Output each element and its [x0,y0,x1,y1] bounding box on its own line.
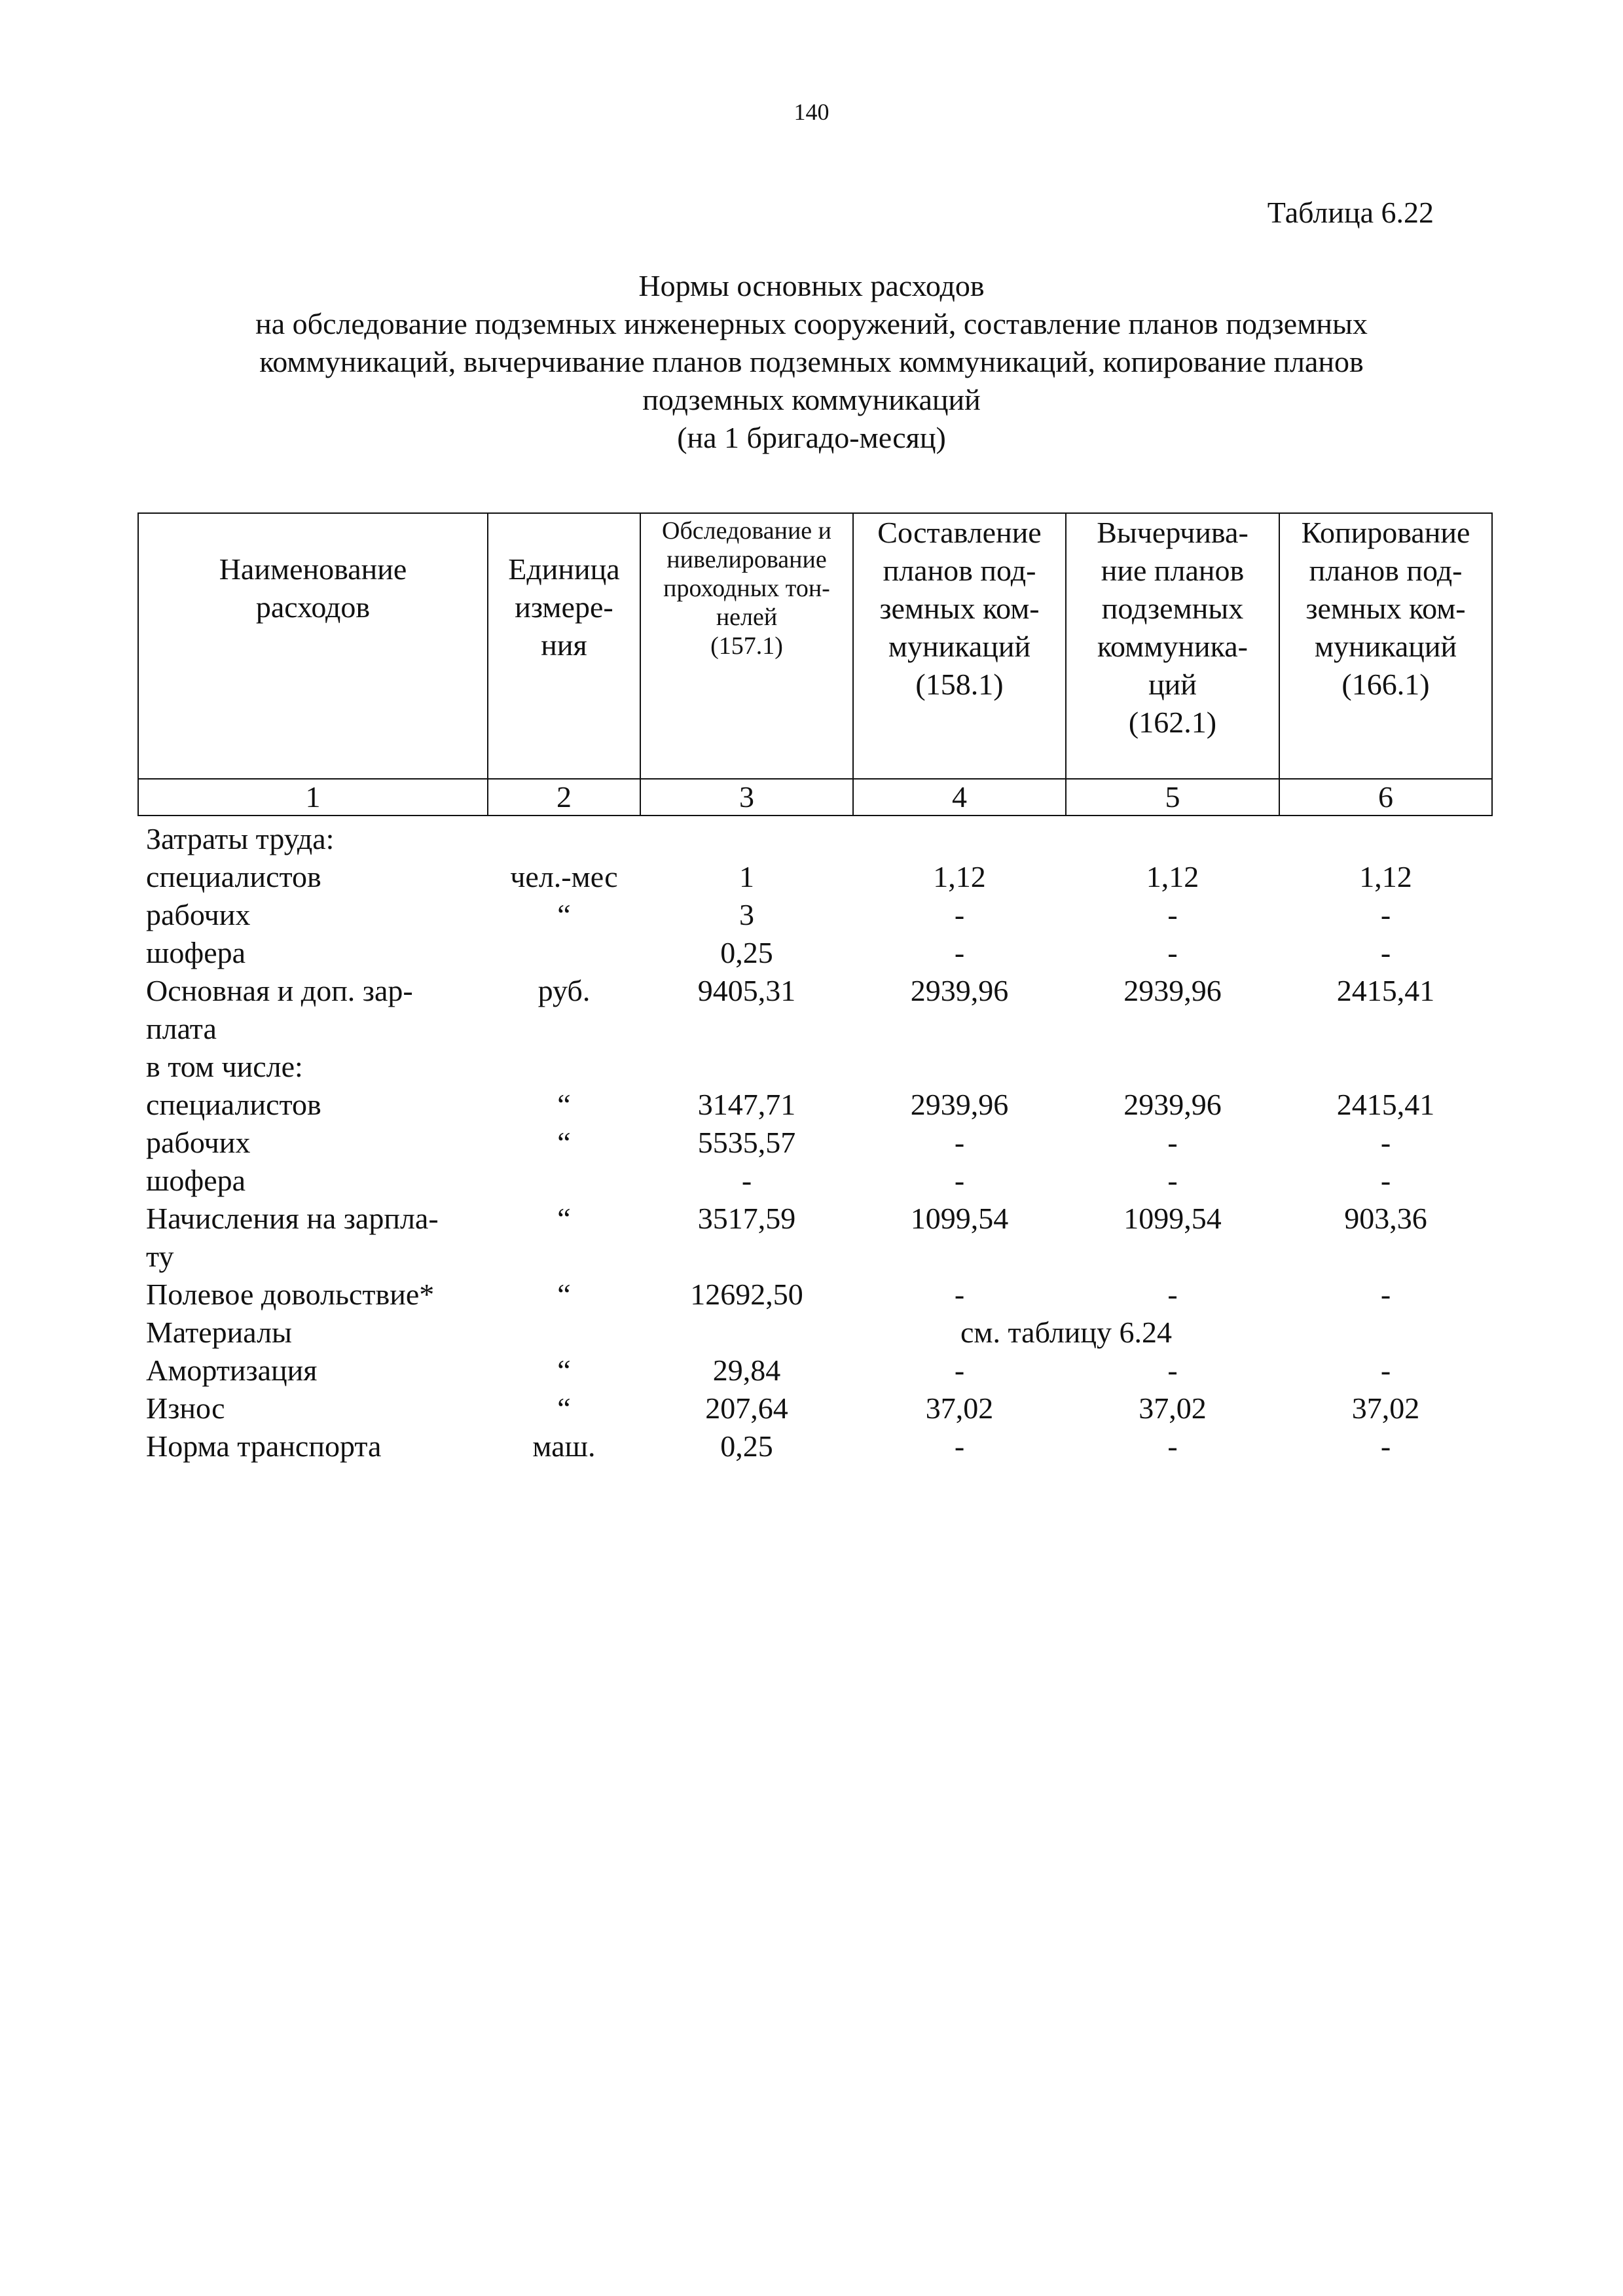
table-row [138,1352,1492,1390]
row-value [640,816,853,858]
header-cell-draw: Вычерчива- ние планов подземных коммуника- ций (162.1) [1066,513,1279,779]
table-body [138,816,1492,1465]
row-value: 1,12 [933,860,986,893]
row-name: в том числе: [146,1050,303,1083]
row-unit [488,1162,640,1200]
row-value: - [1167,1278,1178,1311]
row-value: 37,02 [1139,1391,1207,1425]
row-value: 1099,54 [910,1202,1009,1235]
row-name: специалистов [146,860,321,893]
row-value: 2415,41 [1336,974,1435,1007]
row-unit: “ [557,1391,571,1425]
row-value: 1 [739,860,754,893]
row-name: шофера [146,936,246,969]
row-unit [488,1048,640,1086]
row-value: 3517,59 [697,1202,796,1235]
heading-line: Нормы основных расходов [638,269,985,302]
table-row [138,1162,1492,1200]
row-unit: “ [557,898,571,931]
row-name: Норма транспорта [146,1429,382,1463]
row-name: Амортизация [146,1354,318,1387]
row-name: Затраты труда: [146,822,335,855]
header-cell-unit: Единица измере- ния [488,513,640,779]
table-row [138,858,1492,896]
row-value [1066,816,1279,858]
row-value: - [1167,1354,1178,1387]
row-value: 12692,50 [690,1278,803,1311]
row-name: рабочих [146,898,251,931]
table-label: Таблица 6.22 [1267,196,1434,229]
row-value: 3 [739,898,754,931]
table-row [138,1427,1492,1465]
heading-line: (на 1 бригадо-месяц) [677,421,946,454]
row-value: - [1380,1278,1391,1311]
row-value [1279,816,1492,858]
row-value [853,1048,1066,1086]
table-row [138,1124,1492,1162]
row-unit: руб. [538,974,591,1007]
table-row [138,816,1492,858]
table-row [138,1086,1492,1124]
row-value: 1,12 [1146,860,1199,893]
row-unit: “ [557,1088,571,1121]
row-value: - [1167,1429,1178,1463]
row-name: рабочих [146,1126,251,1159]
header-cell-copy: Копирование планов под- земных ком- муникаций (166.1) [1279,513,1492,779]
row-value: 2415,41 [1336,1088,1435,1121]
column-number: 6 [1279,779,1492,816]
row-unit [488,1314,640,1352]
table-row [138,1314,1492,1352]
row-value: 2939,96 [1123,1088,1222,1121]
row-value: - [1380,1354,1391,1387]
table-row [138,972,1492,1048]
row-unit: “ [557,1202,571,1235]
row-value: 2939,96 [1123,974,1222,1007]
row-value: 37,02 [1351,1391,1420,1425]
row-value: - [954,1278,965,1311]
row-unit: “ [557,1126,571,1159]
table-row [138,1276,1492,1314]
column-number: 5 [1066,779,1279,816]
heading-line: подземных коммуникаций [642,383,981,416]
row-name: Начисления на зарпла- ту [146,1202,439,1273]
table-heading [0,267,1623,457]
row-value: 5535,57 [697,1126,796,1159]
row-value: 0,25 [720,1429,773,1463]
row-value: - [1167,1164,1178,1197]
row-value: 2939,96 [910,1088,1009,1121]
header-cell-compose: Составление планов под- земных ком- муникаций (158.1) [853,513,1066,779]
column-number-row [138,779,1492,816]
row-value: - [1167,936,1178,969]
row-value: 0,25 [720,936,773,969]
row-value [1279,1048,1492,1086]
row-value: 1,12 [1359,860,1412,893]
row-value: 903,36 [1344,1202,1427,1235]
row-value: - [1380,1429,1391,1463]
row-value: 207,64 [705,1391,788,1425]
column-number: 1 [138,779,488,816]
table-row [138,1200,1492,1276]
row-value: 1099,54 [1123,1202,1222,1235]
row-unit [488,934,640,972]
row-value: 37,02 [925,1391,994,1425]
row-unit: чел.-мес [510,860,618,893]
heading-line: на обследование подземных инженерных сооружений, составление планов подземных [255,307,1368,340]
row-value: - [954,1354,965,1387]
row-value: 3147,71 [697,1088,796,1121]
row-name: шофера [146,1164,246,1197]
table-row [138,1390,1492,1427]
row-name: Материалы [146,1316,292,1349]
row-unit: “ [557,1354,571,1387]
table-row [138,1048,1492,1086]
row-value [640,1048,853,1086]
row-value: 29,84 [712,1354,781,1387]
row-name: Износ [146,1391,225,1425]
page-number: 140 [793,99,830,125]
row-name: Основная и доп. зар- плата [146,974,413,1045]
row-name: специалистов [146,1088,321,1121]
row-value: 2939,96 [910,974,1009,1007]
row-value: - [1380,898,1391,931]
header-cell-name: Наименование расходов [138,513,488,779]
column-number: 2 [488,779,640,816]
row-value: - [1167,1126,1178,1159]
header-row [138,513,1492,779]
row-value: - [954,1126,965,1159]
row-reference: см. таблицу 6.24 [960,1316,1173,1349]
row-value: - [954,936,965,969]
norms-table [137,512,1493,1465]
column-number: 3 [640,779,853,816]
table-row [138,896,1492,934]
row-value: - [1380,936,1391,969]
row-value: - [1167,898,1178,931]
row-unit [488,816,640,858]
header-cell-survey: Обследование и нивелирование проходных тон- нелей (157.1) [640,513,853,779]
row-value [1066,1048,1279,1086]
row-value: - [1380,1164,1391,1197]
heading-line: коммуникаций, вычерчивание планов подземных коммуникаций, копирование планов [259,345,1364,378]
row-value: - [954,898,965,931]
row-name: Полевое довольствие* [146,1278,435,1311]
row-value: - [954,1429,965,1463]
table-row [138,934,1492,972]
row-value: - [741,1164,752,1197]
row-unit: “ [557,1278,571,1311]
row-value: - [1380,1126,1391,1159]
row-value [853,816,1066,858]
row-unit: маш. [532,1429,596,1463]
row-value: 9405,31 [697,974,796,1007]
column-number: 4 [853,779,1066,816]
row-value: - [954,1164,965,1197]
